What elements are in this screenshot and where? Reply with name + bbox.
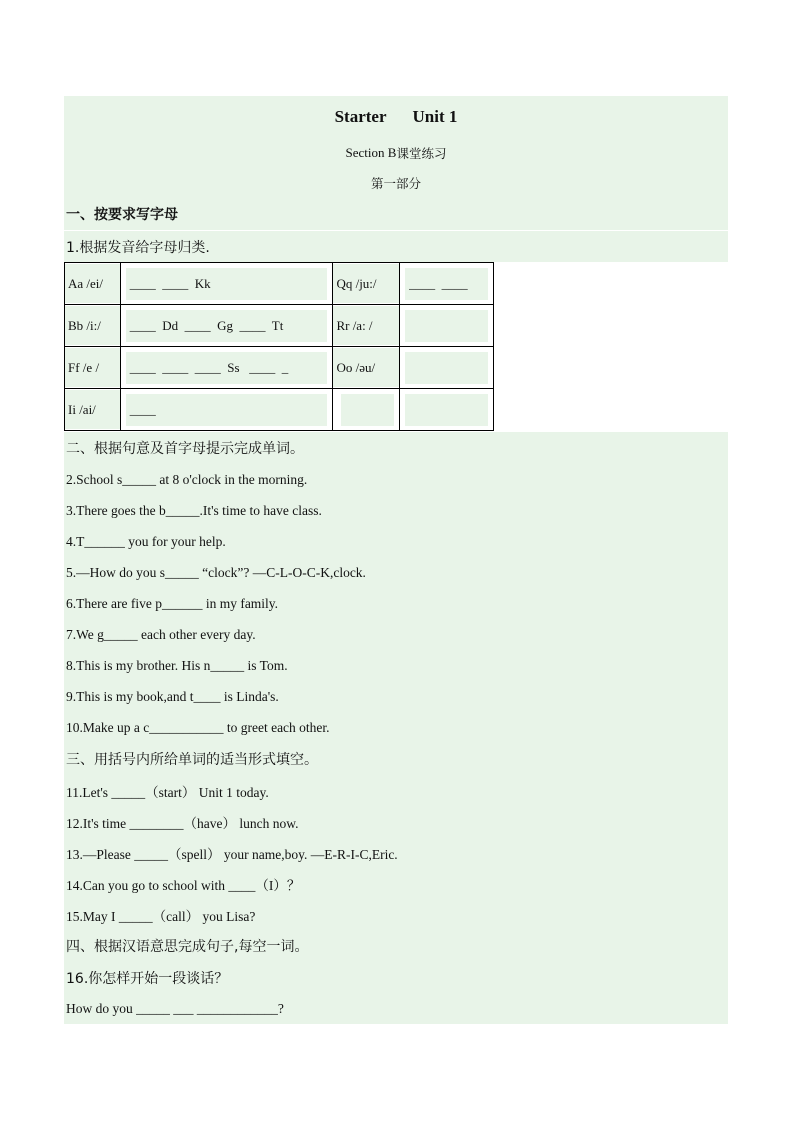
answer-cell[interactable]: ____ ____ [405,268,488,300]
answer-cell[interactable] [405,394,488,426]
part-label: 第一部分 [64,168,728,198]
answer-cell[interactable] [405,310,488,342]
letter-table [64,262,494,431]
table-cell: Oo /əu/ [333,348,399,387]
table-cell: Qq /ju:/ [333,264,399,303]
table-cell: Bb /i:/ [65,306,120,345]
list-item: 12.It's time ________（have） lunch now. [64,806,728,837]
answer-cell[interactable] [341,394,394,426]
table-row [65,263,494,305]
table-row [65,389,494,431]
subtitle [64,138,728,168]
section2-heading: 二、根据句意及首字母提示完成单词。 [64,432,728,464]
section3-heading: 三、用括号内所给单词的适当形式填空。 [64,743,728,775]
answer-cell[interactable]: ____ ____ Kk [126,268,328,300]
subtitle-section: Section B [345,145,397,160]
list-item: 7.We g_____ each other every day. [64,619,728,650]
table-cell: Rr /a: / [333,306,399,345]
list-item: 13.—Please _____（spell） your name,boy. —E-R-I-C,Eric. [64,837,728,868]
page-title [64,96,728,138]
list-item: 2.School s_____ at 8 o'clock in the morning. [64,464,728,495]
list-item: 6.There are five p______ in my family. [64,588,728,619]
list-item: 11.Let's _____（start） Unit 1 today. [64,775,728,806]
title-unit: Unit 1 [412,107,458,126]
list-item: 4.T______ you for your help. [64,526,728,557]
list-item [64,962,728,993]
question-1-text: 1.根据发音给字母归类. [66,239,210,256]
section1-heading: 一、按要求写字母 [64,198,728,230]
answer-cell[interactable]: ____ ____ ____ Ss ____ _ [126,352,328,384]
question-1 [64,231,728,262]
letter-table-wrap [64,262,728,432]
title-starter: Starter [334,107,387,126]
worksheet [64,96,728,1024]
answer-cell[interactable] [405,352,488,384]
question-16-text: 16.你怎样开始一段谈话？ [66,970,229,987]
list-item: How do you _____ ___ ____________? [64,993,728,1024]
list-item: 8.This is my brother. His n_____ is Tom. [64,650,728,681]
table-cell: Ff /e / [65,348,120,387]
section4-heading: 四、根据汉语意思完成句子,每空一词。 [64,930,728,962]
table-row [65,347,494,389]
table-cell: Ii /ai/ [65,390,120,429]
table-cell: Aa /ei/ [65,264,120,303]
table-row [65,305,494,347]
answer-cell[interactable]: ____ [126,394,328,426]
list-item: 15.May I _____（call） you Lisa? [64,899,728,930]
list-item: 3.There goes the b_____.It's time to have class. [64,495,728,526]
subtitle-practice: 课堂练习 [396,146,447,161]
list-item: 5.—How do you s_____ “clock”? —C-L-O-C-K,clock. [64,557,728,588]
answer-cell[interactable]: ____ Dd ____ Gg ____ Tt [126,310,328,342]
list-item: 14.Can you go to school with ____（I）？ [64,868,728,899]
list-item: 9.This is my book,and t____ is Linda's. [64,681,728,712]
list-item: 10.Make up a c___________ to greet each other. [64,712,728,743]
